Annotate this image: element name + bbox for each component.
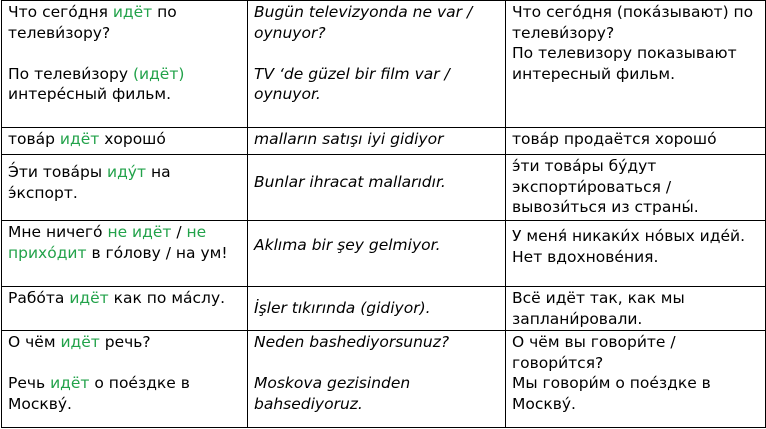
turkish-translation-cell <box>248 331 506 428</box>
phrase-text: Neden bashediyorsunuz? <box>254 333 450 351</box>
highlighted-verb: идёт <box>60 333 100 351</box>
phrase-text: Bugün televizyonda ne var / oynuyor? <box>254 3 473 42</box>
phrase-text: О чём вы говори́те / говори́тся? <box>512 333 676 372</box>
russian-phrase-cell <box>2 221 248 287</box>
russian-phrase-cell <box>2 128 248 155</box>
phrase-text: това́р идёт хорошо́ <box>8 130 166 148</box>
paragraph-gap <box>8 353 241 374</box>
phrase-table <box>1 0 766 428</box>
phrase-text: Рабо́та идёт как по ма́слу. <box>8 289 226 307</box>
table-row <box>2 128 766 155</box>
phrase-text: malların satışı iyi gidiyor <box>254 130 444 148</box>
phrase-text: О чём идёт речь? <box>8 333 151 351</box>
paragraph-gap <box>254 43 499 64</box>
phrase-text: э́ти това́ры бу́дут экспорти́роваться / вывози́ться из страны́. <box>512 157 699 216</box>
turkish-translation-cell <box>248 128 506 155</box>
russian-phrase-cell <box>2 331 248 428</box>
table-row <box>2 287 766 331</box>
highlighted-verb: идёт <box>69 289 109 307</box>
phrase-table-body <box>2 1 766 428</box>
highlighted-verb: идёт <box>59 130 100 148</box>
highlighted-verb: (идёт) <box>132 64 185 83</box>
alternative-phrase-cell <box>506 155 766 221</box>
phrase-text: Что сего́дня идёт по телеви́зору? <box>8 3 177 42</box>
highlighted-verb: не прихо́дит <box>8 223 207 262</box>
table-row <box>2 1 766 128</box>
phrase-text: TV ‘de güzel bir film var / oynuyor. <box>254 64 450 103</box>
alternative-phrase-cell <box>506 221 766 287</box>
phrase-text: Мы говори́м о поéздке в Москву́. <box>512 374 711 413</box>
highlighted-verb: не идёт <box>107 223 172 241</box>
table-row <box>2 331 766 428</box>
phrase-text: Э́ти това́ры иду́т на э́кспорт. <box>8 163 171 202</box>
alternative-phrase-cell <box>506 331 766 428</box>
russian-phrase-cell <box>2 287 248 331</box>
highlighted-verb: иду́т <box>107 163 147 181</box>
phrase-text: По телевизору показывают интересный фильм. <box>512 44 737 83</box>
alternative-phrase-cell <box>506 128 766 155</box>
alternative-phrase-cell <box>506 287 766 331</box>
phrase-text: Мне ничего́ не идёт / не прихо́дит в го́лову / на ум! <box>8 223 228 262</box>
table-row <box>2 221 766 287</box>
phrase-text: İşler tıkırında (gidiyor). <box>254 299 431 317</box>
turkish-translation-cell <box>248 287 506 331</box>
turkish-translation-cell <box>248 155 506 221</box>
phrase-text: Что сего́дня (пока́зывают) по телеви́зору? <box>512 3 754 42</box>
russian-phrase-cell <box>2 1 248 128</box>
phrase-text: това́р продаётся хорошо́ <box>512 130 717 148</box>
russian-phrase-cell <box>2 155 248 221</box>
phrase-text: У меня́ никаки́х но́вых иде́й. Нет вдохнове́ния. <box>512 227 746 266</box>
turkish-translation-cell <box>248 221 506 287</box>
highlighted-verb: идёт <box>112 3 153 21</box>
paragraph-gap <box>254 353 499 374</box>
highlighted-verb: идёт <box>50 374 90 392</box>
phrase-text: Aklıma bir şey gelmiyor. <box>254 236 441 254</box>
paragraph-gap <box>8 43 241 64</box>
alternative-phrase-cell <box>506 1 766 128</box>
phrase-text: Moskova gezisinden bahsediyoruz. <box>254 374 411 413</box>
phrase-text: По телеви́зору (идёт) интере́сный фильм. <box>8 64 185 103</box>
phrase-text: Всё идёт так, как мы заплани́ровали. <box>512 289 685 328</box>
phrase-text: Bunlar ihracat mallarıdır. <box>254 173 446 191</box>
turkish-translation-cell <box>248 1 506 128</box>
table-row <box>2 155 766 221</box>
phrase-text: Речь идёт о поéздке в Москву́. <box>8 374 190 413</box>
